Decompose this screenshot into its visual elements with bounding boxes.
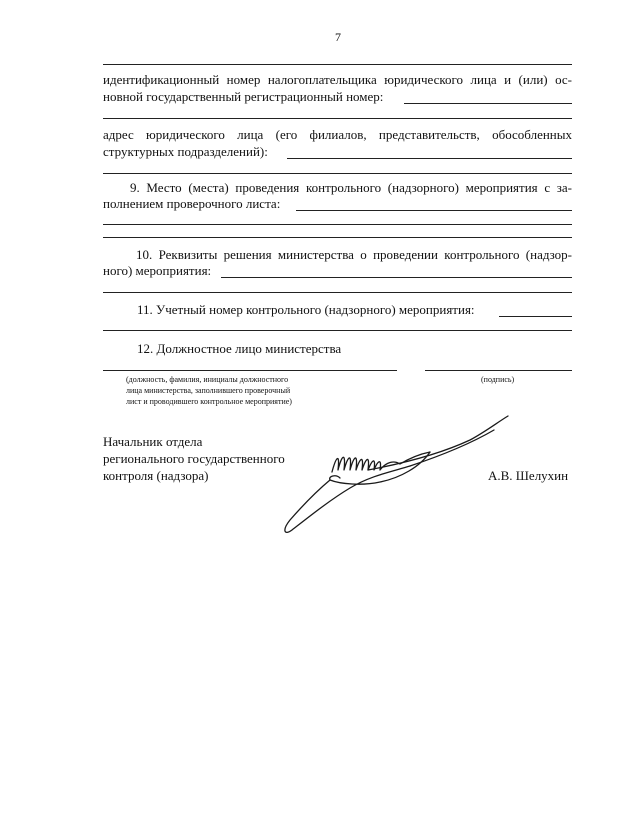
item11-fill-line — [499, 316, 572, 317]
blank-line — [103, 330, 572, 331]
item10-fill-line — [221, 277, 572, 278]
blank-line — [103, 237, 572, 238]
item9-text-line1: 9. Место (места) проведения контрольного (надзорного) мероприятия с за- — [130, 180, 572, 195]
signature-fill-line — [425, 370, 572, 371]
item11-text: 11. Учетный номер контрольного (надзорного) мероприятия: — [137, 302, 475, 317]
page-number: 7 — [335, 30, 341, 44]
blank-line — [103, 224, 572, 225]
signatory-title-line1: Начальник отдела — [103, 434, 203, 449]
item10-text-line1: 10. Реквизиты решения министерства о проведении контрольного (надзор- — [136, 247, 572, 262]
legal-address-text-line2: структурных подразделений): — [103, 144, 268, 159]
blank-line — [103, 64, 572, 65]
taxpayer-id-text-line1: идентификационный номер налогоплательщика юридического лица и (или) ос- — [103, 72, 572, 87]
legal-address-text-line1: адрес юридического лица (его филиалов, представительств, обособленных — [103, 127, 572, 142]
official-fill-line — [103, 370, 397, 371]
item12-text: 12. Должностное лицо министерства — [137, 341, 342, 356]
blank-line — [103, 292, 572, 293]
signatory-title-line2: регионального государственного — [103, 451, 285, 466]
legal-address-fill-line — [287, 158, 572, 159]
official-caption-line1: (должность, фамилия, инициалы должностного — [126, 375, 289, 384]
blank-line — [103, 173, 572, 174]
official-caption-line3: лист и проводившего контрольное мероприятие) — [126, 397, 292, 406]
item10-text-line2: ного) мероприятия: — [103, 263, 212, 278]
signature-caption: (подпись) — [481, 375, 515, 384]
item9-fill-line — [296, 210, 572, 211]
official-caption-line2: лица министерства, заполнившего проверочный — [126, 386, 291, 395]
signatory-name: А.В. Шелухин — [488, 468, 569, 483]
item9-text-line2: полнением проверочного листа: — [103, 196, 281, 211]
blank-line — [103, 118, 572, 119]
signatory-title-line3: контроля (надзора) — [103, 468, 209, 483]
taxpayer-id-fill-line — [404, 103, 572, 104]
taxpayer-id-text-line2: новной государственный регистрационный номер: — [103, 89, 384, 104]
handwritten-signature — [270, 412, 510, 542]
